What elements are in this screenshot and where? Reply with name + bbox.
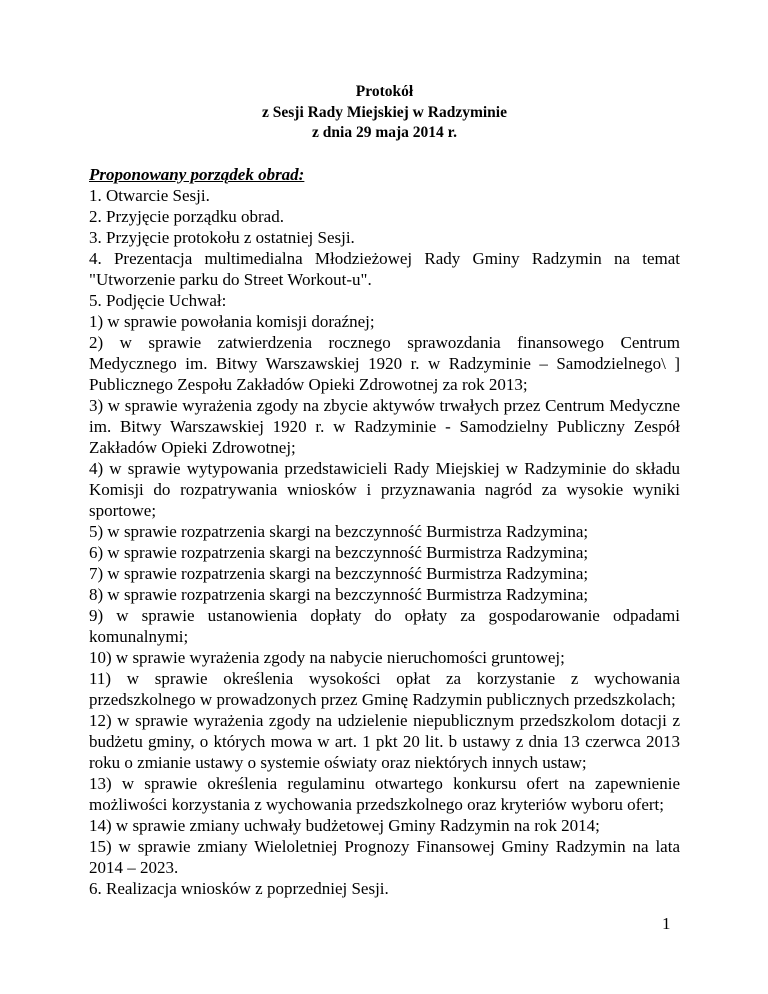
agenda-item: 2. Przyjęcie porządku obrad. [89,206,284,226]
resolution-item: 11) w sprawie określenia wysokości opłat za korzystanie z wychowania przedszkolnego w prowadzonych przez Gminę Radzymin publicznych przedszkolach; [89,668,680,709]
resolution-item: 6) w sprawie rozpatrzenia skargi na bezczynność Burmistrza Radzymina; [89,542,589,562]
resolution-item: 12) w sprawie wyrażenia zgody na udzielenie niepublicznym przedszkolom dotacji z budżetu gminy, o których mowa w art. 1 pkt 20 lit. b ustawy z dnia 13 czerwca 2013 roku o zmianie ustawy o systemie oświaty oraz niektórych innych ustaw; [89,710,680,772]
agenda-heading: Proponowany porządek obrad: [89,164,305,184]
document-title: Protokół [355,83,414,100]
resolution-item: 9) w sprawie ustanowienia dopłaty do opłaty za gospodarowanie odpadami komunalnymi; [89,605,680,646]
agenda-item: 1. Otwarcie Sesji. [89,185,210,205]
resolution-item: 8) w sprawie rozpatrzenia skargi na bezczynność Burmistrza Radzymina; [89,584,589,604]
resolution-item: 10) w sprawie wyrażenia zgody na nabycie nieruchomości gruntowej; [89,647,565,667]
session-name: z Sesji Rady Miejskiej w Radzyminie [262,103,507,121]
agenda-item: 3. Przyjęcie protokołu z ostatniej Sesji. [89,227,355,247]
resolution-item: 14) w sprawie zmiany uchwały budżetowej Gminy Radzymin na rok 2014; [89,815,600,835]
page-number: 1 [662,914,671,933]
resolution-item: 1) w sprawie powołania komisji doraźnej; [89,311,375,331]
document-page [89,82,680,899]
resolution-item: 3) w sprawie wyrażenia zgody na zbycie aktywów trwałych przez Centrum Medyczne im. Bitwy Warszawskiej 1920 r. w Radzyminie - Samodzielny Publiczny Zespół Zakładów Opieki Zdrowotnej; [89,395,680,457]
resolution-item: 13) w sprawie określenia regulaminu otwartego konkursu ofert na zapewnienie możliwości korzystania z wychowania przedszkolnego oraz kryteriów wyboru ofert; [89,773,680,814]
session-date: z dnia 29 maja 2014 r. [312,124,457,141]
resolution-item: 5) w sprawie rozpatrzenia skargi na bezczynność Burmistrza Radzymina; [89,521,589,541]
agenda-item: 6. Realizacja wniosków z poprzedniej Sesji. [89,878,389,898]
resolution-item: 2) w sprawie zatwierdzenia rocznego sprawozdania finansowego Centrum Medycznego im. Bitwy Warszawskiej 1920 r. w Radzyminie – Samodzielnego\ ] Publicznego Zespołu Zakładów Opieki Zdrowotnej za rok 2013; [89,332,680,394]
agenda-item: 4. Prezentacja multimedialna Młodzieżowej Rady Gminy Radzymin na temat "Utworzenie parku do Street Workout-u". [89,248,680,289]
document-header [89,82,680,144]
resolution-item: 15) w sprawie zmiany Wieloletniej Prognozy Finansowej Gminy Radzymin na lata 2014 – 2023. [89,836,680,877]
resolution-item: 7) w sprawie rozpatrzenia skargi na bezczynność Burmistrza Radzymina; [89,563,589,583]
resolution-item: 4) w sprawie wytypowania przedstawicieli Rady Miejskiej w Radzyminie do składu Komisji do rozpatrywania wniosków i przyznawania nagród za wysokie wyniki sportowe; [89,458,680,520]
agenda-item: 5. Podjęcie Uchwał: [89,290,227,310]
